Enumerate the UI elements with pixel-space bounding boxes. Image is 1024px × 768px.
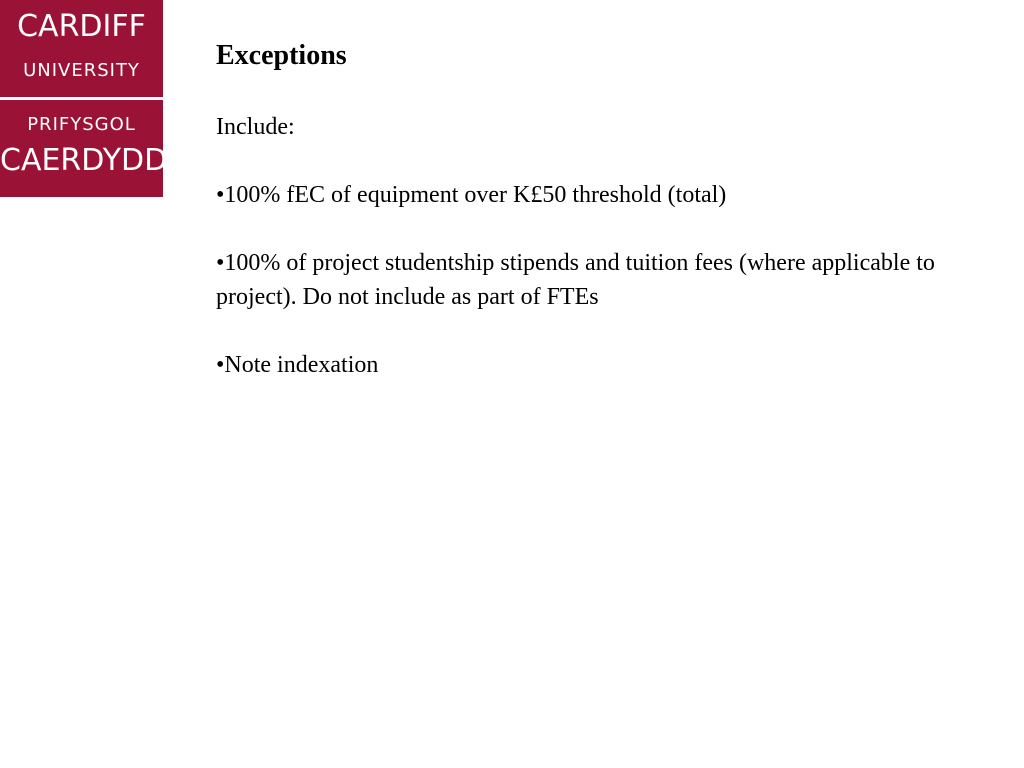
intro-text: Include: xyxy=(216,114,295,140)
bullet-item: •100% of project studentship stipends and tuition fees (where applicable to project). Do not include as part of FTEs xyxy=(216,250,935,310)
logo-welsh-panel xyxy=(0,100,168,197)
cardiff-university-logo xyxy=(0,0,168,197)
logo-line-caerdydd: CAERDYDD xyxy=(0,143,168,178)
slide-title: Exceptions xyxy=(216,40,347,71)
logo-line-university: UNIVERSITY xyxy=(23,60,140,81)
bullet-item: •Note indexation xyxy=(216,352,379,378)
logo-english-panel xyxy=(0,0,163,97)
bullet-item: •100% fEC of equipment over K£50 threshold (total) xyxy=(216,182,727,208)
logo-line-cardiff: CARDIFF xyxy=(17,9,146,44)
slide-content xyxy=(216,36,956,416)
logo-line-prifysgol: PRIFYSGOL xyxy=(27,114,136,135)
